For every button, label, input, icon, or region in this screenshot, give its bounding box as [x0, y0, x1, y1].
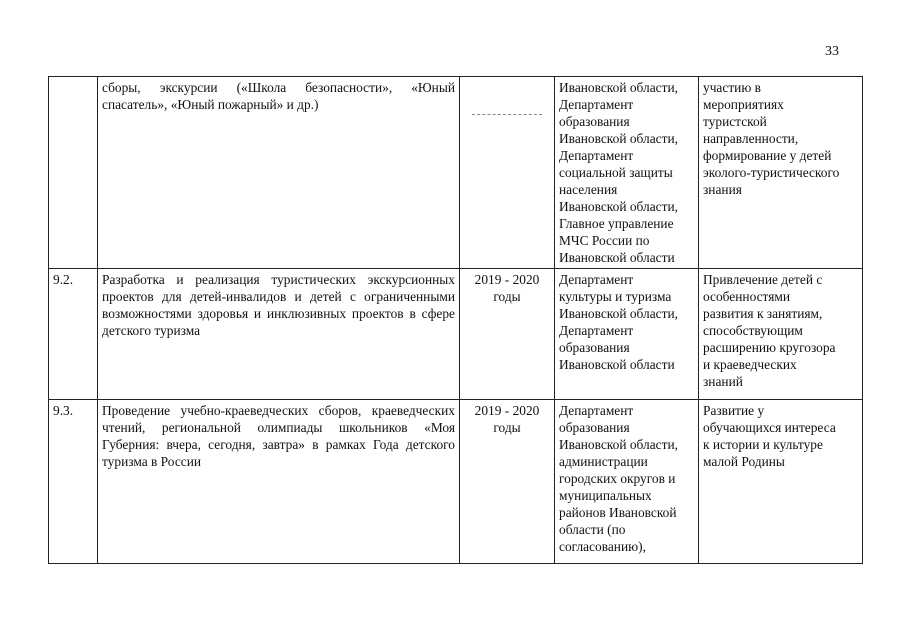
period-cell: 2019 - 2020 годы — [460, 400, 555, 564]
executor-cell — [555, 77, 699, 269]
executor-line: согласованию), — [559, 539, 646, 554]
executor-line: Главное управление — [559, 216, 674, 231]
table-row — [49, 400, 863, 564]
executor-line: культуры и туризма — [559, 289, 672, 304]
result-line: участию в — [703, 80, 762, 95]
result-line: туристской — [703, 114, 767, 129]
executor-line: Ивановской области — [559, 250, 675, 265]
result-line: и краеведческих — [703, 357, 797, 372]
activity-description: Проведение учебно-краеведческих сборов, краеведческих чтений, региональной олимпиады школьников «Моя Губерния: вчера, сегодня, завтра» в рамках Года детского туризма в России — [98, 400, 460, 564]
executor-line: Департамент — [559, 272, 634, 287]
executor-line: социальной защиты — [559, 165, 673, 180]
result-line: развития к занятиям, — [703, 306, 823, 321]
result-line: Развитие у — [703, 403, 765, 418]
activities-table — [48, 76, 863, 564]
row-number: 9.2. — [49, 269, 98, 400]
period-cell — [460, 77, 555, 269]
result-line: мероприятиях — [703, 97, 784, 112]
result-cell — [699, 269, 863, 400]
result-line: особенностями — [703, 289, 791, 304]
table-row — [49, 77, 863, 269]
executor-line: районов Ивановской — [559, 505, 677, 520]
result-line: Привлечение детей с — [703, 272, 823, 287]
executor-line: Ивановской области, — [559, 80, 678, 95]
result-line: знаний — [703, 374, 743, 389]
executor-line: образования — [559, 114, 630, 129]
result-line: эколого-туристического — [703, 165, 840, 180]
executor-line: Департамент — [559, 323, 634, 338]
executor-line: образования — [559, 420, 630, 435]
executor-line: образования — [559, 340, 630, 355]
executor-line: муниципальных — [559, 488, 652, 503]
result-line: расширению кругозора — [703, 340, 836, 355]
activity-description: сборы, экскурсии («Школа безопасности», «Юный спасатель», «Юный пожарный» и др.) — [98, 77, 460, 269]
result-line: знания — [703, 182, 742, 197]
row-number — [49, 77, 98, 269]
result-line: малой Родины — [703, 454, 785, 469]
executor-line: Ивановской области, — [559, 131, 678, 146]
result-line: способствующим — [703, 323, 803, 338]
executor-line: МЧС России по — [559, 233, 650, 248]
result-line: направленности, — [703, 131, 799, 146]
result-line: формирование у детей — [703, 148, 832, 163]
executor-line: Департамент — [559, 97, 634, 112]
result-line: к истории и культуре — [703, 437, 823, 452]
executor-cell — [555, 400, 699, 564]
executor-line: городских округов и — [559, 471, 676, 486]
executor-line: Департамент — [559, 148, 634, 163]
page-number: 33 — [825, 44, 839, 59]
result-cell — [699, 77, 863, 269]
executor-line: населения — [559, 182, 618, 197]
executor-line: области (по — [559, 522, 626, 537]
activity-description: Разработка и реализация туристических экскурсионных проектов для детей-инвалидов и детей с ограниченными возможностями здоровья и инклюзивных проектов в сфере детского туризма — [98, 269, 460, 400]
executor-line: Ивановской области — [559, 357, 675, 372]
executor-line: администрации — [559, 454, 648, 469]
result-line: обучающихся интереса — [703, 420, 836, 435]
period-cell: 2019 - 2020 годы — [460, 269, 555, 400]
dash-mark — [472, 114, 542, 115]
executor-line: Ивановской области, — [559, 437, 678, 452]
executor-cell — [555, 269, 699, 400]
table-row — [49, 269, 863, 400]
executor-line: Департамент — [559, 403, 634, 418]
result-cell — [699, 400, 863, 564]
row-number: 9.3. — [49, 400, 98, 564]
executor-line: Ивановской области, — [559, 199, 678, 214]
executor-line: Ивановской области, — [559, 306, 678, 321]
